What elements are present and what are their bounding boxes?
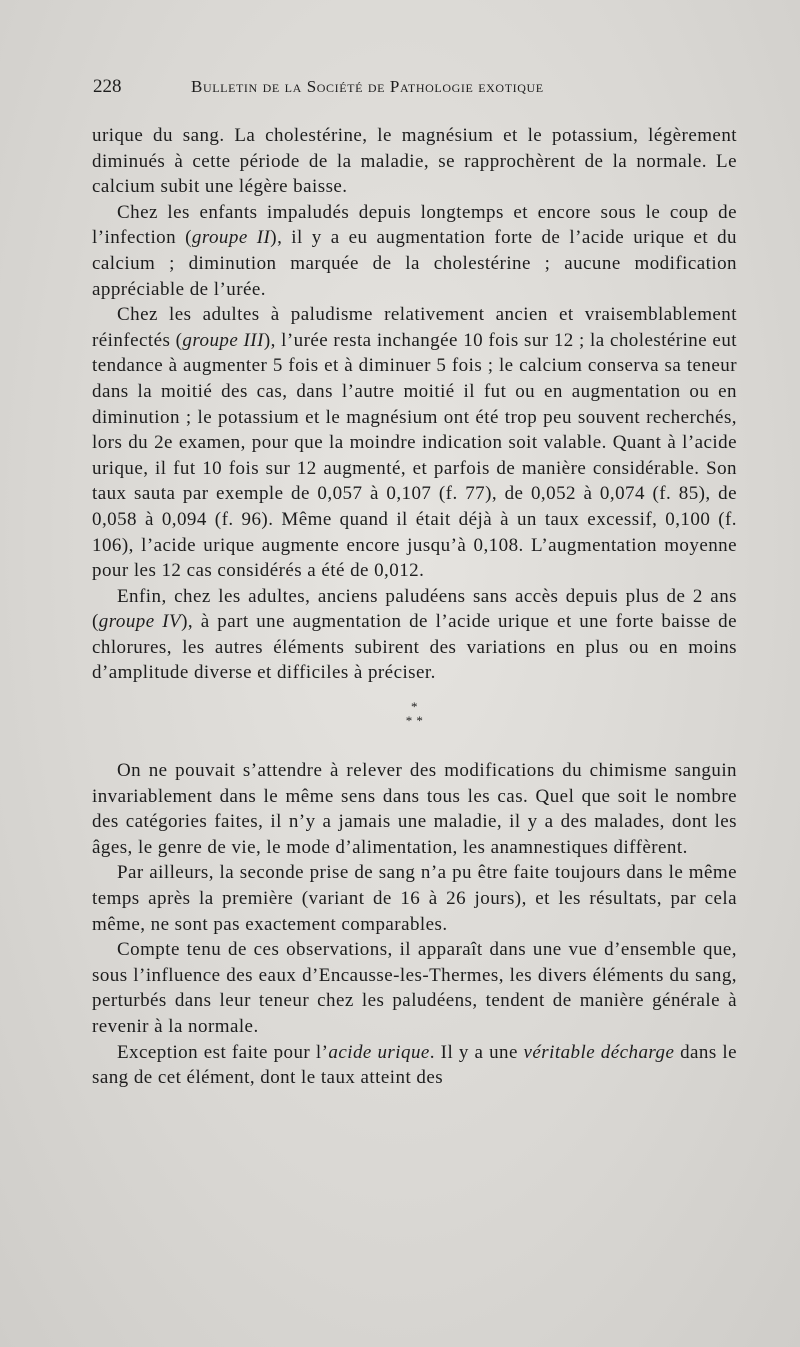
paragraph: Compte tenu de ces observations, il apparaît dans une vue d’ensemble que, sous l’influence des eaux d’Encausse-les-Thermes, les divers éléments du sang, perturbés dans leur teneur chez les paludéens, tendent de manière générale à revenir à la normale. [92,939,737,1037]
body-text [92,123,737,1091]
paragraph: Enfin, chez les adultes, anciens paludéens sans accès depuis plus de 2 ans (groupe IV), à part une augmentation de l’acide urique et une forte baisse de chlorures, les autres éléments subirent des variations en plus ou en moins d’amplitude diverse et difficiles à préciser. [92,585,737,684]
asterisk-bottom: * * [405,713,424,729]
section-separator [92,696,737,750]
asterisk-top: * [411,699,418,715]
paragraph: On ne pouvait s’attendre à relever des modifications du chimisme sanguin invariablement dans le même sens dans tous les cas. Quel que soit le nombre des catégories faites, il n’y a jamais une maladie, il y a des malades, dont les âges, le genre de vie, le mode d’alimentation, les anamnestiques diffèrent. [92,760,737,858]
paragraph: Chez les adultes à paludisme relativement ancien et vraisemblablement réinfectés (groupe III), l’urée resta inchangée 10 fois sur 12 ; la cholestérine eut tendance à augmenter 5 fois et à diminuer 5 fois ; le calcium conserva sa teneur dans la moitié des cas, dans l’autre moitié il fut ou en augmentation ou en diminution ; le potassium et le magnésium ont été trop peu souvent recherchés, lors du 2e examen, pour que la moindre indication soit valable. Quant à l’acide urique, il fut 10 fois sur 12 augmenté, et parfois de manière considérable. Son taux sauta par exemple de 0,057 à 0,107 (f. 77), de 0,052 à 0,074 (f. 85), de 0,058 à 0,094 (f. 96). Même quand il était déjà à un taux excessif, 0,100 (f. 106), l’acide urique augmente encore jusqu’à 0,108. L’augmentation moyenne pour les 12 cas considérés a été de 0,012. [92,304,737,582]
page-number: 228 [93,76,122,97]
paragraph: Exception est faite pour l’acide urique. Il y a une véritable décharge dans le sang de cet élément, dont le taux atteint des [92,1041,737,1089]
running-title: Bulletin de la Société de Pathologie exotique [191,77,544,96]
paragraph: Par ailleurs, la seconde prise de sang n’a pu être faite toujours dans le même temps après la première (variant de 16 à 26 jours), et les résultats, par cela même, ne sont pas exactement comparables. [92,862,737,935]
paragraph: Chez les enfants impaludés depuis longtemps et encore sous le coup de l’infection (groupe II), il y a eu augmentation forte de l’acide urique et du calcium ; diminution marquée de la cholestérine ; aucune modification appréciable de l’urée. [92,201,737,300]
page-header [93,76,748,106]
paragraph: urique du sang. La cholestérine, le magnésium et le potassium, légèrement diminués à cette période de la maladie, se rapprochèrent de la normale. Le calcium subit une légère baisse. [92,125,737,198]
